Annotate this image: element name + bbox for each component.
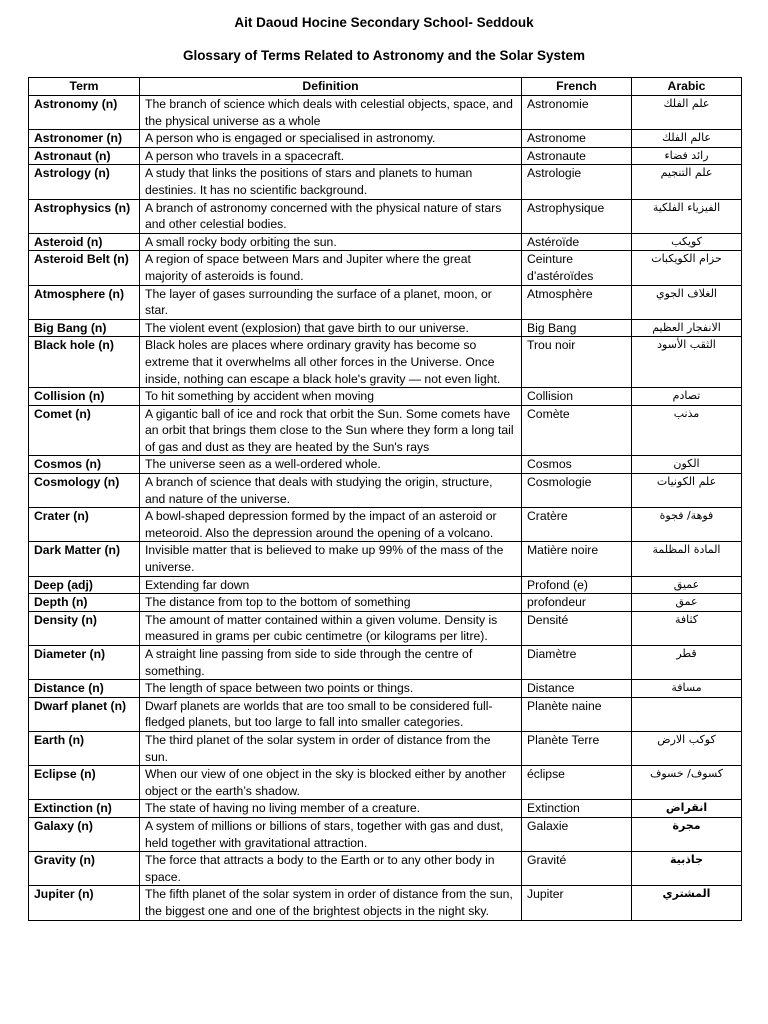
term-cell: Crater (n) <box>29 508 140 542</box>
definition-cell: Dwarf planets are worlds that are too small to be considered full-fledged planets, but too large to fall into smaller categories. <box>140 697 522 731</box>
arabic-cell: علم التنجيم <box>632 165 742 199</box>
table-row <box>29 576 742 594</box>
definition-cell: A person who is engaged or specialised in astronomy. <box>140 130 522 148</box>
term-cell: Density (n) <box>29 611 140 645</box>
french-cell: Astrophysique <box>522 199 632 233</box>
arabic-cell: علم الكونيات <box>632 474 742 508</box>
arabic-cell: انقراض <box>632 800 742 818</box>
french-cell: Profond (e) <box>522 576 632 594</box>
table-row <box>29 251 742 285</box>
arabic-cell <box>632 697 742 731</box>
definition-cell: The layer of gases surrounding the surface of a planet, moon, or star. <box>140 285 522 319</box>
definition-cell: A bowl-shaped depression formed by the impact of an asteroid or meteoroid. Also the depression around the opening of a volcano. <box>140 508 522 542</box>
table-row <box>29 474 742 508</box>
definition-cell: The universe seen as a well-ordered whole. <box>140 456 522 474</box>
french-cell: éclipse <box>522 766 632 800</box>
french-cell: Cratère <box>522 508 632 542</box>
term-cell: Depth (n) <box>29 594 140 612</box>
term-cell: Astronomer (n) <box>29 130 140 148</box>
table-row <box>29 731 742 765</box>
french-cell: profondeur <box>522 594 632 612</box>
definition-cell: A system of millions or billions of stars, together with gas and dust, held together with gravitational attraction. <box>140 817 522 851</box>
table-row <box>29 456 742 474</box>
french-cell: Astéroïde <box>522 233 632 251</box>
term-cell: Eclipse (n) <box>29 766 140 800</box>
table-row <box>29 337 742 388</box>
french-cell: Cosmos <box>522 456 632 474</box>
term-cell: Jupiter (n) <box>29 886 140 920</box>
term-cell: Galaxy (n) <box>29 817 140 851</box>
arabic-cell: قطر <box>632 646 742 680</box>
french-cell: Collision <box>522 388 632 406</box>
arabic-cell: حزام الكويكبات <box>632 251 742 285</box>
french-cell: Astronomie <box>522 96 632 130</box>
definition-cell: Invisible matter that is believed to make up 99% of the mass of the universe. <box>140 542 522 576</box>
french-cell: Planète naine <box>522 697 632 731</box>
definition-cell: The amount of matter contained within a given volume. Density is measured in grams per cubic centimetre (or kilograms per litre). <box>140 611 522 645</box>
table-row <box>29 680 742 698</box>
arabic-cell: مذنب <box>632 405 742 456</box>
arabic-cell: الانفجار العظيم <box>632 319 742 337</box>
arabic-cell: رائد فضاء <box>632 147 742 165</box>
table-row <box>29 817 742 851</box>
definition-cell: The distance from top to the bottom of something <box>140 594 522 612</box>
french-cell: Big Bang <box>522 319 632 337</box>
table-row <box>29 405 742 456</box>
definition-cell: When our view of one object in the sky is blocked either by another object or the earth’s shadow. <box>140 766 522 800</box>
term-cell: Astronomy (n) <box>29 96 140 130</box>
table-row <box>29 886 742 920</box>
french-cell: Diamètre <box>522 646 632 680</box>
definition-cell: A branch of science that deals with studying the origin, structure, and nature of the universe. <box>140 474 522 508</box>
definition-cell: A straight line passing from side to side through the centre of something. <box>140 646 522 680</box>
definition-cell: A study that links the positions of stars and planets to human destinies. It has no scientific background. <box>140 165 522 199</box>
french-cell: Trou noir <box>522 337 632 388</box>
definition-cell: A person who travels in a spacecraft. <box>140 147 522 165</box>
french-cell: Planète Terre <box>522 731 632 765</box>
arabic-cell: كسوف/ خسوف <box>632 766 742 800</box>
french-cell: Comète <box>522 405 632 456</box>
term-cell: Earth (n) <box>29 731 140 765</box>
arabic-cell: كثافة <box>632 611 742 645</box>
term-cell: Asteroid (n) <box>29 233 140 251</box>
french-cell: Astrologie <box>522 165 632 199</box>
french-cell: Ceinture d’astéroïdes <box>522 251 632 285</box>
french-cell: Astronome <box>522 130 632 148</box>
definition-cell: A gigantic ball of ice and rock that orbit the Sun. Some comets have an orbit that brings them close to the Sun where they form a long tail of gas and dust as they are heated by the Sun's rays <box>140 405 522 456</box>
document-title: Glossary of Terms Related to Astronomy and the Solar System <box>182 48 586 63</box>
french-cell: Cosmologie <box>522 474 632 508</box>
definition-cell: The branch of science which deals with celestial objects, space, and the physical universe as a whole <box>140 96 522 130</box>
table-row <box>29 285 742 319</box>
term-cell: Extinction (n) <box>29 800 140 818</box>
arabic-cell: عمق <box>632 594 742 612</box>
table-row <box>29 319 742 337</box>
french-cell: Jupiter <box>522 886 632 920</box>
arabic-cell: الفيزياء الفلكية <box>632 199 742 233</box>
column-header-french: French <box>522 78 632 96</box>
table-row <box>29 800 742 818</box>
school-name: Ait Daoud Hocine Secondary School- Seddouk <box>234 15 534 30</box>
definition-cell: Black holes are places where ordinary gravity has become so extreme that it overwhelms all other forces in the Universe. Once inside, nothing can escape a black hole's gravity — not even light. <box>140 337 522 388</box>
term-cell: Astrophysics (n) <box>29 199 140 233</box>
table-row <box>29 233 742 251</box>
definition-cell: The length of space between two points or things. <box>140 680 522 698</box>
glossary-body <box>29 96 742 921</box>
definition-cell: The violent event (explosion) that gave birth to our universe. <box>140 319 522 337</box>
term-cell: Atmosphere (n) <box>29 285 140 319</box>
french-cell: Galaxie <box>522 817 632 851</box>
term-cell: Cosmology (n) <box>29 474 140 508</box>
term-cell: Big Bang (n) <box>29 319 140 337</box>
french-cell: Distance <box>522 680 632 698</box>
table-row <box>29 697 742 731</box>
french-cell: Astronaute <box>522 147 632 165</box>
definition-cell: To hit something by accident when moving <box>140 388 522 406</box>
definition-cell: The force that attracts a body to the Earth or to any other body in space. <box>140 852 522 886</box>
term-cell: Cosmos (n) <box>29 456 140 474</box>
definition-cell: A small rocky body orbiting the sun. <box>140 233 522 251</box>
definition-cell: A branch of astronomy concerned with the physical nature of stars and other celestial bodies. <box>140 199 522 233</box>
table-row <box>29 147 742 165</box>
arabic-cell: عالم الفلك <box>632 130 742 148</box>
definition-cell: The third planet of the solar system in order of distance from the sun. <box>140 731 522 765</box>
column-header-term: Term <box>29 78 140 96</box>
term-cell: Deep (adj) <box>29 576 140 594</box>
table-row <box>29 852 742 886</box>
table-row <box>29 542 742 576</box>
definition-cell: A region of space between Mars and Jupiter where the great majority of asteroids is found. <box>140 251 522 285</box>
arabic-cell: المادة المظلمة <box>632 542 742 576</box>
term-cell: Gravity (n) <box>29 852 140 886</box>
french-cell: Extinction <box>522 800 632 818</box>
table-row <box>29 594 742 612</box>
table-row <box>29 130 742 148</box>
term-cell: Dwarf planet (n) <box>29 697 140 731</box>
glossary-table <box>28 77 742 921</box>
french-cell: Densité <box>522 611 632 645</box>
arabic-cell: جاذبية <box>632 852 742 886</box>
table-row <box>29 508 742 542</box>
term-cell: Black hole (n) <box>29 337 140 388</box>
arabic-cell: الثقب الأسود <box>632 337 742 388</box>
table-row <box>29 646 742 680</box>
arabic-cell: مجرة <box>632 817 742 851</box>
definition-cell: Extending far down <box>140 576 522 594</box>
term-cell: Diameter (n) <box>29 646 140 680</box>
french-cell: Atmosphère <box>522 285 632 319</box>
header-row <box>29 78 742 96</box>
term-cell: Astrology (n) <box>29 165 140 199</box>
column-header-definition: Definition <box>140 78 522 96</box>
arabic-cell: مسافة <box>632 680 742 698</box>
arabic-cell: عميق <box>632 576 742 594</box>
term-cell: Asteroid Belt (n) <box>29 251 140 285</box>
table-row <box>29 199 742 233</box>
arabic-cell: تصادم <box>632 388 742 406</box>
arabic-cell: كوكب الارض <box>632 731 742 765</box>
arabic-cell: علم الفلك <box>632 96 742 130</box>
table-row <box>29 611 742 645</box>
table-row <box>29 766 742 800</box>
term-cell: Astronaut (n) <box>29 147 140 165</box>
arabic-cell: فوهة/ فجوة <box>632 508 742 542</box>
arabic-cell: كويكب <box>632 233 742 251</box>
french-cell: Matière noire <box>522 542 632 576</box>
arabic-cell: الغلاف الجوي <box>632 285 742 319</box>
term-cell: Collision (n) <box>29 388 140 406</box>
definition-cell: The state of having no living member of a creature. <box>140 800 522 818</box>
term-cell: Comet (n) <box>29 405 140 456</box>
table-row <box>29 165 742 199</box>
term-cell: Distance (n) <box>29 680 140 698</box>
column-header-arabic: Arabic <box>632 78 742 96</box>
arabic-cell: الكون <box>632 456 742 474</box>
french-cell: Gravité <box>522 852 632 886</box>
table-row <box>29 388 742 406</box>
term-cell: Dark Matter (n) <box>29 542 140 576</box>
definition-cell: The fifth planet of the solar system in order of distance from the sun, the biggest one and one of the brightest objects in the night sky. <box>140 886 522 920</box>
table-row <box>29 96 742 130</box>
arabic-cell: المشتري <box>632 886 742 920</box>
